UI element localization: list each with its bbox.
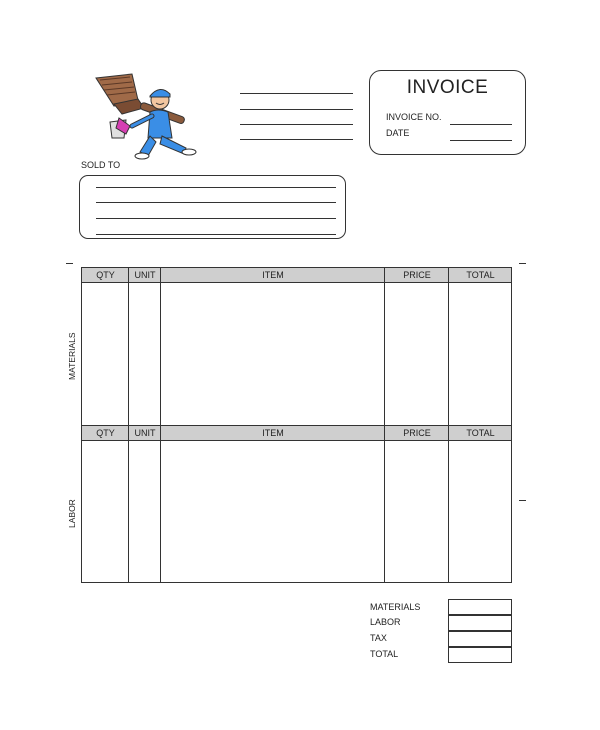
invoice-no-label: INVOICE NO. <box>386 112 442 122</box>
company-line-1[interactable] <box>240 93 353 94</box>
col-item: ITEM <box>262 270 284 280</box>
margin-tick <box>66 263 73 264</box>
invoice-no-field[interactable] <box>450 124 512 125</box>
col-price: PRICE <box>403 270 431 280</box>
col-unit: UNIT <box>134 270 156 280</box>
total-materials-label: MATERIALS <box>370 602 421 612</box>
margin-tick <box>519 500 526 501</box>
company-line-3[interactable] <box>240 124 353 125</box>
company-line-2[interactable] <box>240 109 353 110</box>
total-tax-label: TAX <box>370 633 387 643</box>
labor-table-body[interactable] <box>81 440 512 583</box>
painter-mascot-icon <box>92 72 204 162</box>
col-total: TOTAL <box>466 428 495 438</box>
col-price: PRICE <box>403 428 431 438</box>
col-qty: QTY <box>96 428 115 438</box>
col-total: TOTAL <box>466 270 495 280</box>
sold-to-label: SOLD TO <box>81 160 121 170</box>
sold-to-line-3[interactable] <box>96 218 336 219</box>
col-qty: QTY <box>96 270 115 280</box>
invoice-title: INVOICE <box>406 77 489 98</box>
materials-table-body[interactable] <box>81 282 512 426</box>
col-item: ITEM <box>262 428 284 438</box>
materials-side-label: MATERIALS <box>67 332 77 380</box>
total-labor-label: LABOR <box>370 617 401 627</box>
sold-to-box <box>79 175 346 239</box>
col-unit: UNIT <box>134 428 156 438</box>
company-line-4[interactable] <box>240 139 353 140</box>
date-field[interactable] <box>450 140 512 141</box>
date-label: DATE <box>386 128 410 138</box>
labor-total-field[interactable] <box>448 615 512 631</box>
margin-tick <box>519 263 526 264</box>
tax-field[interactable] <box>448 631 512 647</box>
invoice-info-box <box>369 70 526 155</box>
sold-to-line-2[interactable] <box>96 202 336 203</box>
total-total-label: TOTAL <box>370 649 399 659</box>
materials-total-field[interactable] <box>448 599 512 615</box>
sold-to-line-1[interactable] <box>96 187 336 188</box>
sold-to-line-4[interactable] <box>96 234 336 235</box>
grand-total-field[interactable] <box>448 647 512 663</box>
labor-side-label: LABOR <box>67 499 77 528</box>
